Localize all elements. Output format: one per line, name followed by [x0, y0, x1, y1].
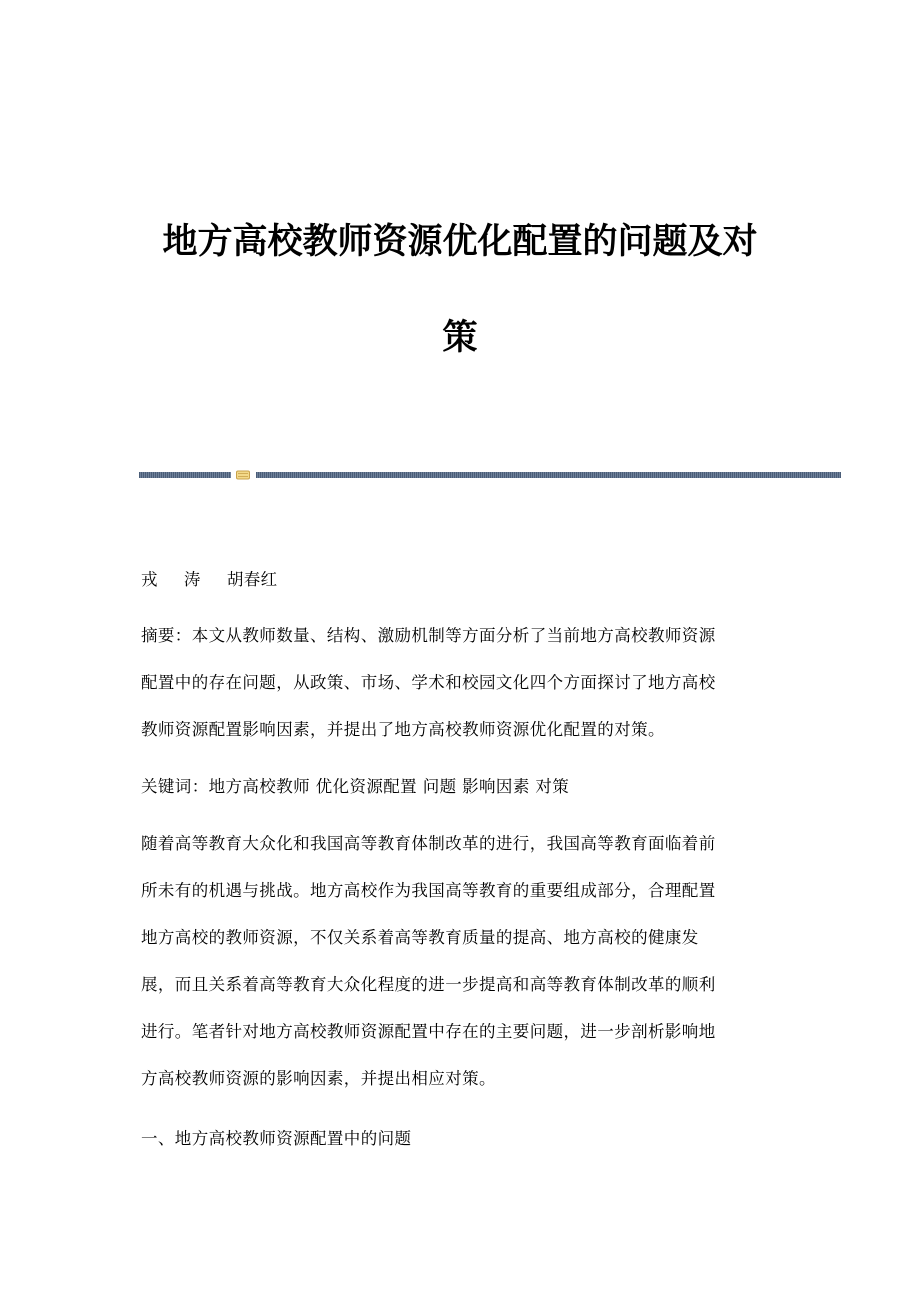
- body-line: 进行。笔者针对地方高校教师资源配置中存在的主要问题，进一步剖析影响地: [141, 1022, 716, 1041]
- author-list: [141, 569, 278, 591]
- author-name: 涛: [183, 570, 201, 589]
- divider-ornament-icon: [236, 470, 250, 480]
- divider-bar-left: [139, 472, 231, 478]
- body-line: 地方高校的教师资源，不仅关系着高等教育质量的提高、地方高校的健康发: [141, 928, 699, 947]
- divider-bar-right: [256, 472, 841, 478]
- body-line: 方高校教师资源的影响因素，并提出相应对策。: [141, 1069, 496, 1088]
- body-line: 展，而且关系着高等教育大众化程度的进一步提高和高等教育体制改革的顺利: [141, 975, 716, 994]
- body-line: 所未有的机遇与挑战。地方高校作为我国高等教育的重要组成部分，合理配置: [141, 881, 716, 900]
- keywords-line: 关键词：地方高校教师 优化资源配置 问题 影响因素 对策: [141, 777, 570, 796]
- author-name: 胡春红: [226, 570, 278, 589]
- title-divider: [139, 470, 841, 480]
- section-heading: 一、地方高校教师资源配置中的问题: [141, 1129, 412, 1148]
- page-title-line-1: 地方高校教师资源优化配置的问题及对: [162, 221, 758, 262]
- author-name: 戎: [141, 570, 158, 589]
- abstract-line: 配置中的存在问题，从政策、市场、学术和校园文化四个方面探讨了地方高校: [141, 673, 716, 692]
- abstract-line: 教师资源配置影响因素，并提出了地方高校教师资源优化配置的对策。: [141, 720, 665, 739]
- body-line: 随着高等教育大众化和我国高等教育体制改革的进行，我国高等教育面临着前: [141, 834, 716, 853]
- abstract-line: 摘要：本文从教师数量、结构、激励机制等方面分析了当前地方高校教师资源: [141, 626, 716, 645]
- page-title-line-2: 策: [442, 317, 478, 358]
